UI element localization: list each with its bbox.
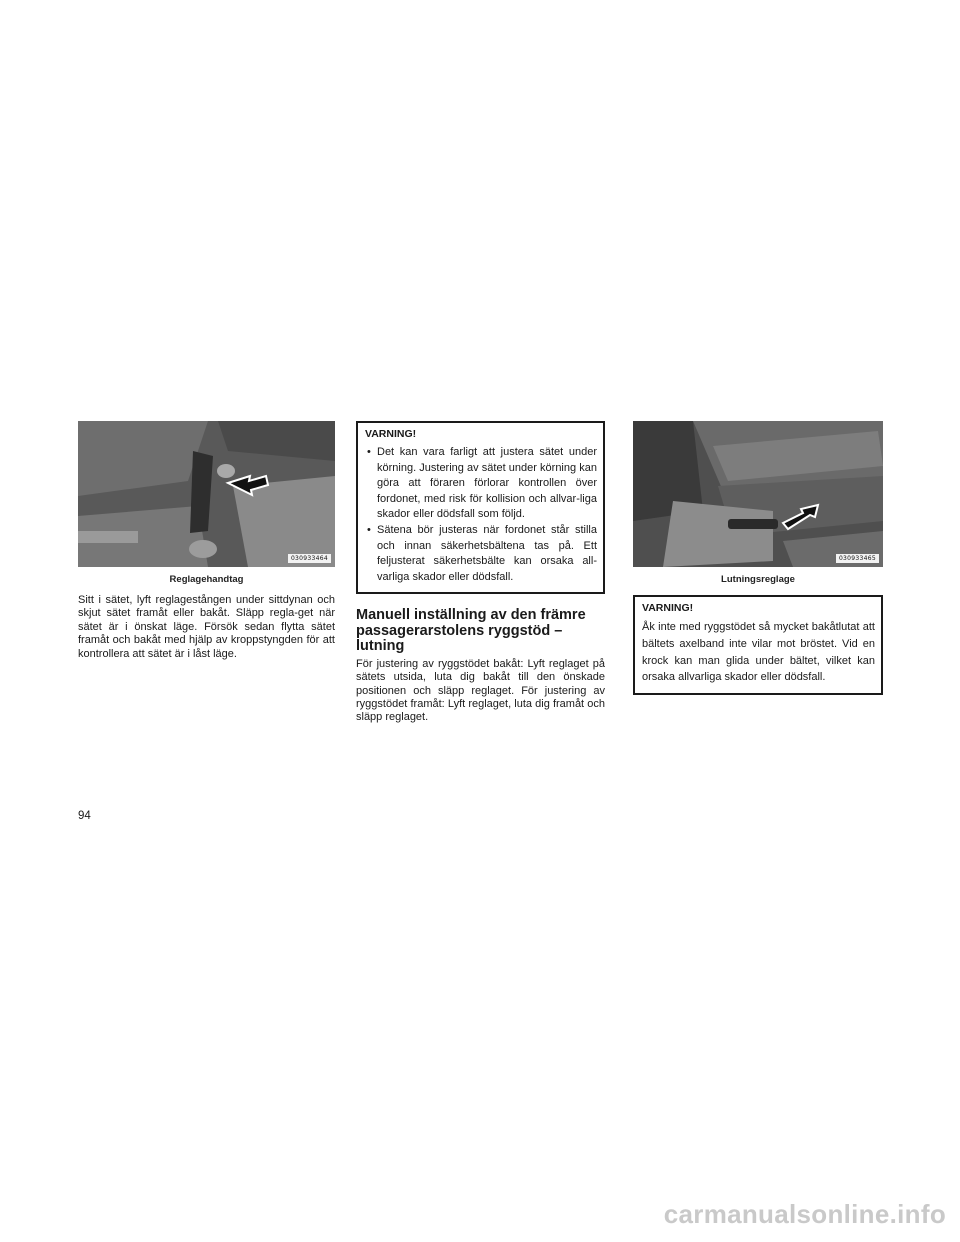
right-column [633, 421, 883, 695]
warning-item-text: Det kan vara farligt att justera sätet under körning. Justering av sätet under körning kan göra att föraren förlorar kontrollen över fordonet, med risk för kollision och allvar-liga skador eller dödsfall som följd. [377, 446, 597, 521]
middle-column [356, 421, 605, 725]
warning-item [365, 523, 597, 585]
left-column [78, 421, 335, 661]
body-paragraph: För justering av ryggstödet bakåt: Lyft reglaget på sätets utsida, luta dig bakåt till den önskade positionen och släpp reglaget. För justering av ryggstödet framåt: Lyft reglaget, luta dig framåt och släpp reglaget. [356, 657, 605, 724]
figure-caption: Reglagehandtag [169, 574, 244, 585]
figure-id-label: 030933465 [836, 554, 879, 563]
seat-adjuster-photo [78, 421, 335, 567]
body-paragraph: Sitt i sätet, lyft reglagestången under sittdynan och skjut sätet framåt eller bakåt. Släpp regla-get när sätet är i önskat läge. Försök sedan flytta sätet framåt och bakåt med hjälp av kroppstyngden för att kontrollera att sätet är i låst läge. [78, 594, 335, 660]
warning-list [365, 445, 597, 585]
warning-title: VARNING! [365, 428, 417, 440]
bullet-icon: • [367, 446, 371, 458]
watermark: carmanualsonline.info [663, 1199, 946, 1229]
figure-caption: Lutningsreglage [721, 574, 795, 585]
recline-lever-illustration [633, 421, 883, 567]
warning-text: Åk inte med ryggstödet så mycket bakåtlutat att bältets axelband inte vilar mot bröstet. Vid en krock kan man glida under bältet, vilket kan orsaka allvarliga skador eller dödsfall. [642, 621, 875, 684]
warning-title: VARNING! [642, 602, 694, 614]
page-number: 94 [78, 810, 91, 822]
warning-box [633, 595, 883, 695]
warning-item [365, 445, 597, 523]
recline-lever-photo [633, 421, 883, 567]
warning-box [356, 421, 605, 594]
bullet-icon: • [367, 523, 371, 536]
figure-id-label: 030933464 [288, 554, 331, 563]
section-heading: Manuell inställning av den främre passagerarstolens ryggstöd – lutning [356, 607, 586, 655]
warning-item-text: Sätena bör justeras när fordonet står stilla och innan säkerhetsbältena tas på. Ett feljusterat säkerhetsbälte kan orsaka all-varliga skador eller dödsfall. [377, 523, 597, 583]
seat-lever-illustration [78, 421, 335, 567]
